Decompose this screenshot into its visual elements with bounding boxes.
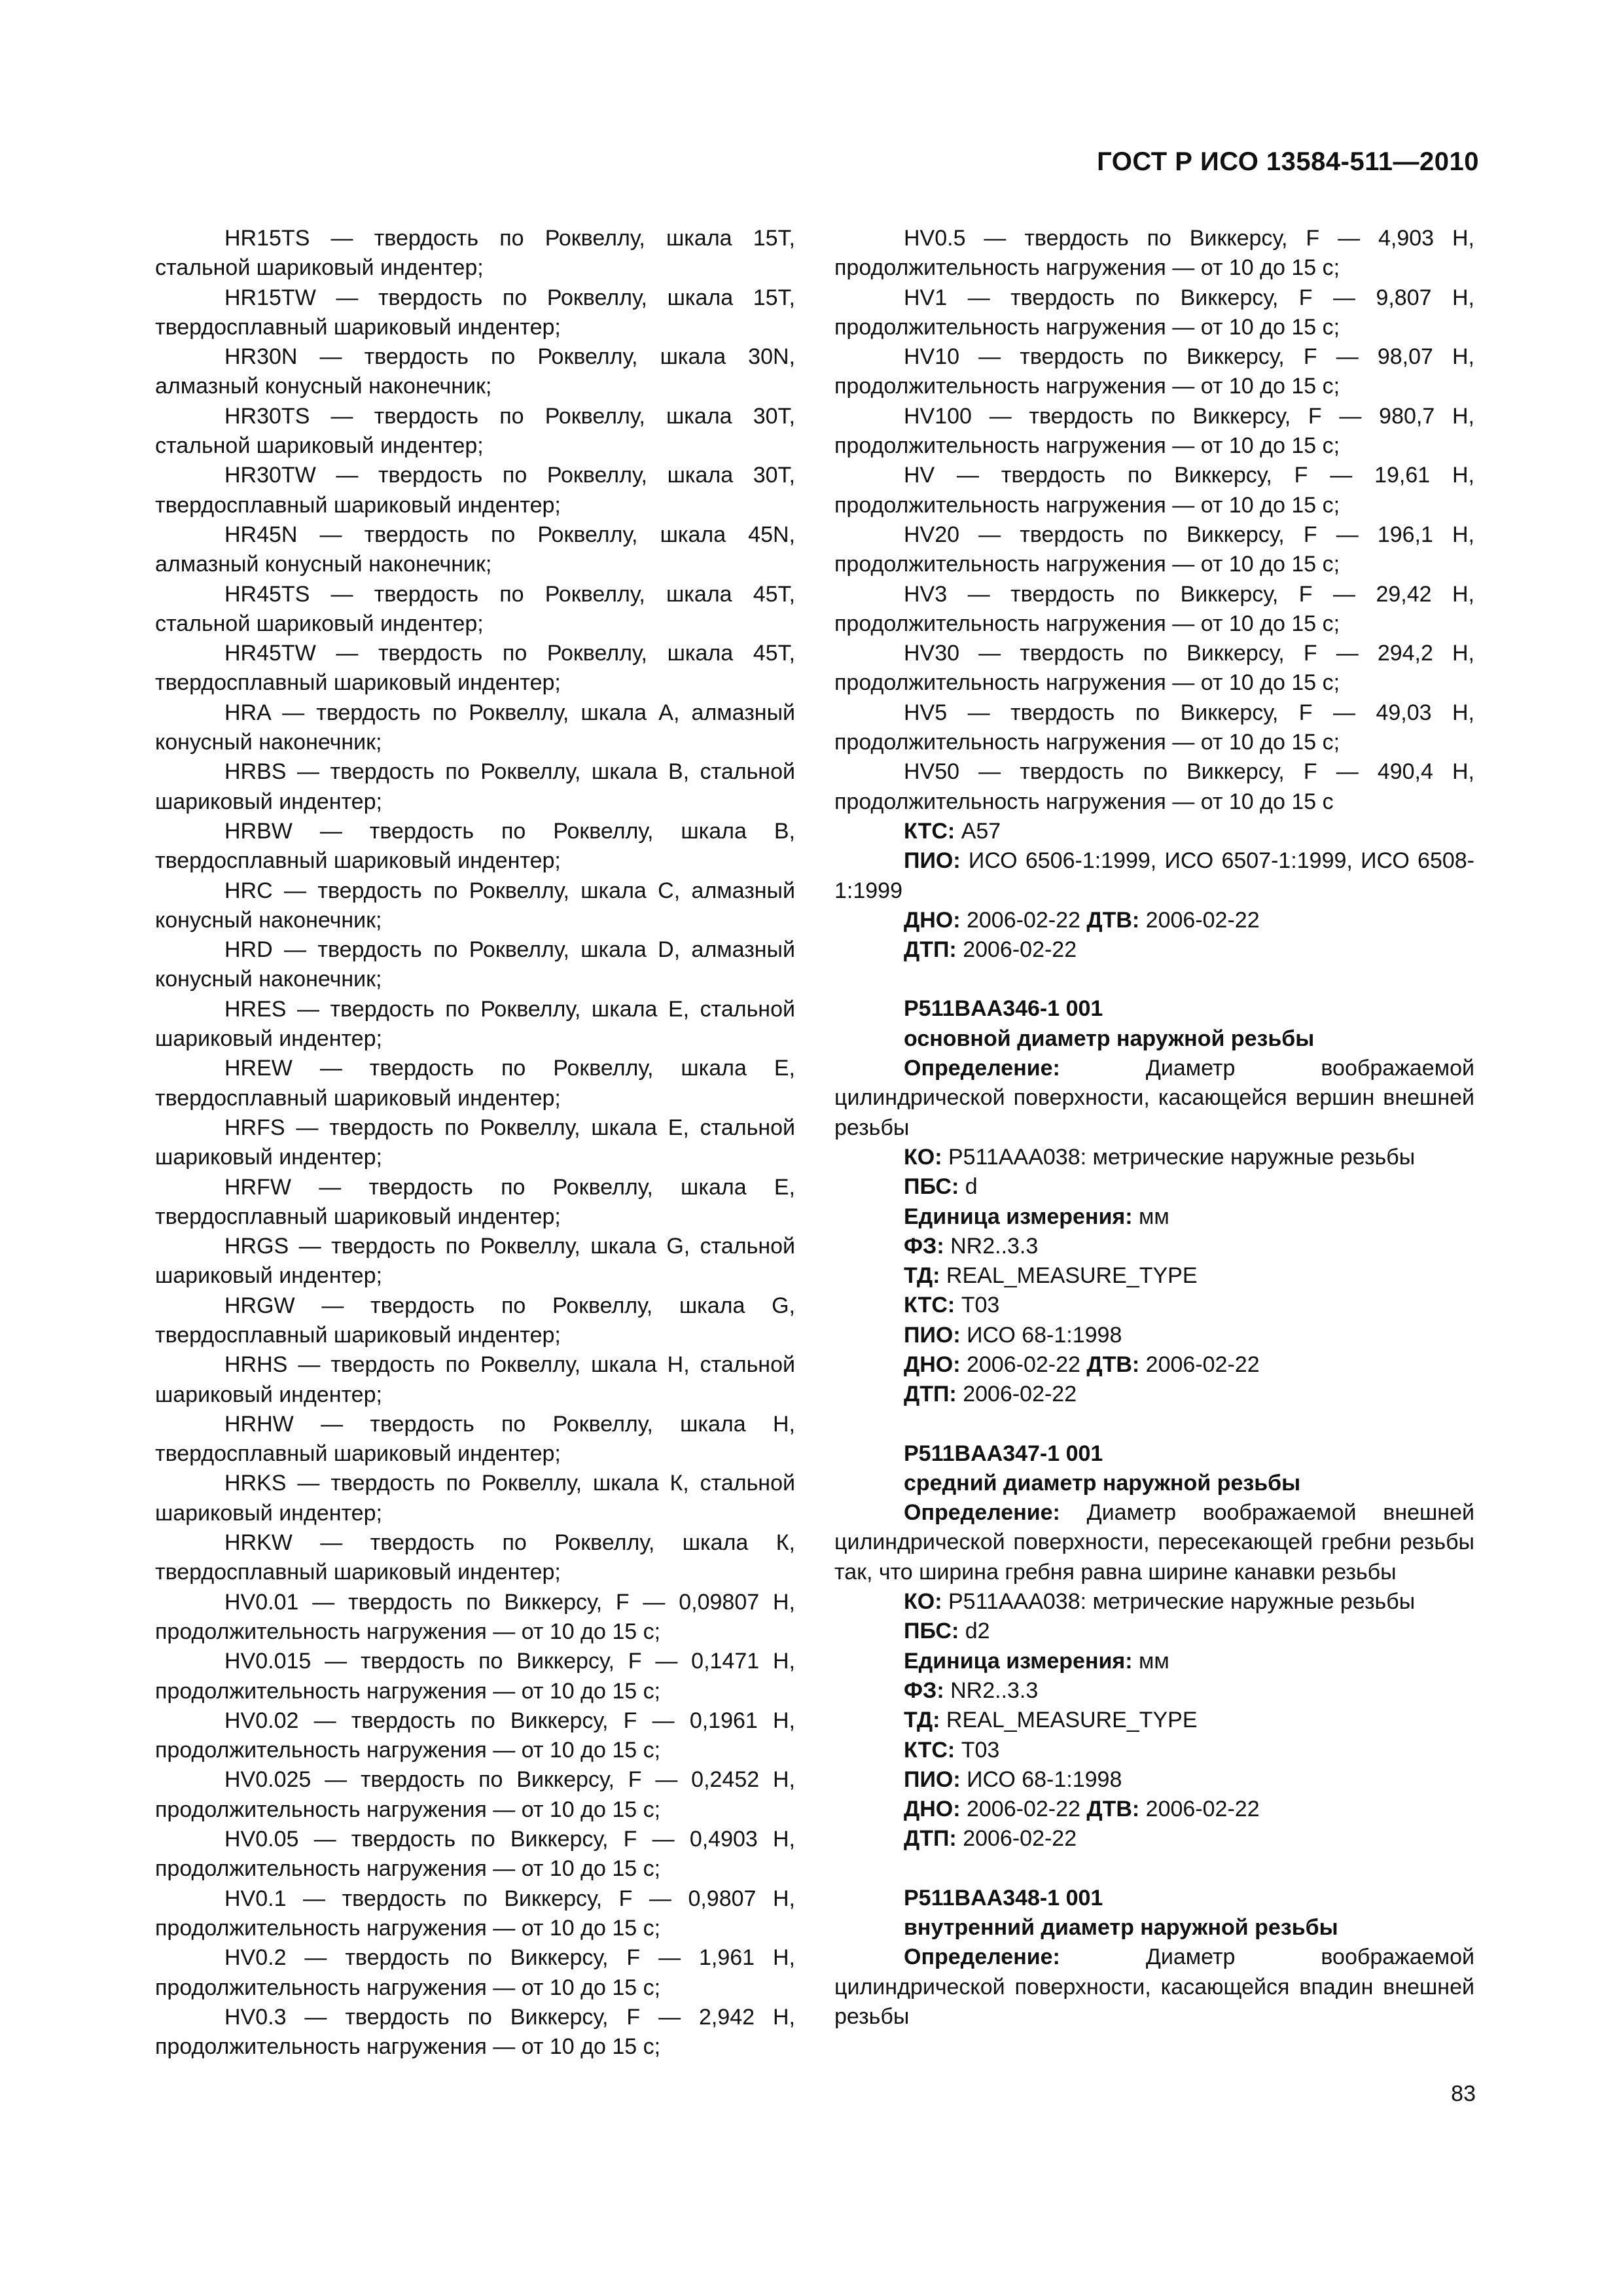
list-item: HV0.05 — твердость по Виккерсу, F — 0,4903 Н, продолжительность нагружения — от 10 до 15 с; (155, 1827, 795, 1882)
entry-code: P511BAA347-1 001 (904, 1441, 1103, 1466)
vickers-list (834, 224, 1474, 817)
entry-kts: КТС: Т03 (904, 1293, 1000, 1318)
list-item: HRA — твердость по Роквеллу, шкала А, алмазный конусный наконечник; (155, 700, 795, 755)
list-item: HV0.01 — твердость по Виккерсу, F — 0,09807 Н, продолжительность нагружения — от 10 до 15 с; (155, 1589, 795, 1644)
list-item: HRGS — твердость по Роквеллу, шкала G, стальной шариковый индентер; (155, 1234, 795, 1289)
list-item: HV20 — твердость по Виккерсу, F — 196,1 Н, продолжительность нагружения — от 10 до 15 с; (834, 522, 1474, 577)
list-item: HRHS — твердость по Роквеллу, шкала Н, стальной шариковый индентер; (155, 1352, 795, 1407)
entry-dtp: ДТП: 2006-02-22 (904, 1826, 1077, 1852)
list-item: HR45TS — твердость по Роквеллу, шкала 45Т, стальной шариковый индентер; (155, 581, 795, 636)
entry-pbs: ПБС: d (904, 1174, 978, 1200)
list-item: HR30TW — твердость по Роквеллу, шкала 30Т, твердосплавный шариковый индентер; (155, 463, 795, 518)
entry-title: основной диаметр наружной резьбы (904, 1026, 1315, 1051)
entry-td: ТД: REAL_MEASURE_TYPE (904, 1263, 1198, 1289)
list-item: HRKW — твердость по Роквеллу, шкала К, твердосплавный шариковый индентер; (155, 1530, 795, 1585)
list-item: HREW — твердость по Роквеллу, шкала Е, твердосплавный шариковый индентер; (155, 1056, 795, 1111)
meta-pio: ПИО: ИСО 6506-1:1999, ИСО 6507-1:1999, ИСО 6508-1:1999 (834, 848, 1474, 903)
page-header: ГОСТ Р ИСО 13584-511—2010 (1097, 147, 1479, 176)
list-item: HR15TS — твердость по Роквеллу, шкала 15Т, стальной шариковый индентер; (155, 226, 795, 281)
meta-dtp: ДТП: 2006-02-22 (904, 937, 1077, 963)
entry-pbs: ПБС: d2 (904, 1619, 990, 1644)
list-item: HV1 — твердость по Виккерсу, F — 9,807 Н, продолжительность нагружения — от 10 до 15 с; (834, 285, 1474, 340)
list-item: HV0.5 — твердость по Виккерсу, F — 4,903 Н, продолжительность нагружения — от 10 до 15 с; (834, 226, 1474, 281)
entry-definition: Определение: Диаметр воображаемой внешней цилиндрической поверхности, пересекающей гребни резьбы так, что ширина гребня равна ширине канавки резьбы (834, 1500, 1474, 1585)
list-item: HR30TS — твердость по Роквеллу, шкала 30Т, стальной шариковый индентер; (155, 403, 795, 459)
list-item: HV0.015 — твердость по Виккерсу, F — 0,1471 Н, продолжительность нагружения — от 10 до 15 с; (155, 1649, 795, 1704)
entry-pio: ПИО: ИСО 68-1:1998 (904, 1322, 1122, 1348)
entry-fz: ФЗ: NR2..3.3 (904, 1677, 1039, 1703)
list-item: HV0.02 — твердость по Виккерсу, F — 0,1961 Н, продолжительность нагружения — от 10 до 15 с; (155, 1708, 795, 1763)
list-item: HV10 — твердость по Виккерсу, F — 98,07 Н, продолжительность нагружения — от 10 до 15 с; (834, 344, 1474, 399)
list-item: HRGW — твердость по Роквеллу, шкала G, твердосплавный шариковый индентер; (155, 1293, 795, 1348)
list-item: HRES — твердость по Роквеллу, шкала Е, стальной шариковый индентер; (155, 996, 795, 1052)
list-item: HV30 — твердость по Виккерсу, F — 294,2 Н, продолжительность нагружения — от 10 до 15 с; (834, 641, 1474, 696)
entry-definition: Определение: Диаметр воображаемой цилиндрической поверхности, касающейся вершин внешней резьбы (834, 1056, 1474, 1140)
entry-dates: ДНО: 2006-02-22 ДТВ: 2006-02-22 (904, 1797, 1260, 1822)
entry-fz: ФЗ: NR2..3.3 (904, 1233, 1039, 1259)
entry-definition: Определение: Диаметр воображаемой цилиндрической поверхности, касающейся впадин внешней резьбы (834, 1945, 1474, 2029)
entry-dates: ДНО: 2006-02-22 ДТВ: 2006-02-22 (904, 1352, 1260, 1377)
entry-code: P511BAA348-1 001 (904, 1885, 1103, 1910)
list-item: HV — твердость по Виккерсу, F — 19,61 Н, продолжительность нагружения — от 10 до 15 с; (834, 463, 1474, 518)
entry-dtp: ДТП: 2006-02-22 (904, 1382, 1077, 1407)
meta-kts: КТС: А57 (904, 818, 1001, 844)
right-column (834, 224, 1474, 2032)
entry-pio: ПИО: ИСО 68-1:1998 (904, 1767, 1122, 1792)
list-item: HRFW — твердость по Роквеллу, шкала Е, твердосплавный шариковый индентер; (155, 1174, 795, 1229)
list-item: HRBW — твердость по Роквеллу, шкала В, твердосплавный шариковый индентер; (155, 818, 795, 874)
list-item: HV100 — твердость по Виккерсу, F — 980,7 Н, продолжительность нагружения — от 10 до 15 с; (834, 403, 1474, 459)
entry-title: внутренний диаметр наружной резьбы (904, 1915, 1338, 1941)
list-item: HRC — твердость по Роквеллу, шкала С, алмазный конусный наконечник; (155, 878, 795, 933)
entry-unit: Единица измерения: мм (904, 1648, 1169, 1674)
list-item: HV0.1 — твердость по Виккерсу, F — 0,9807 Н, продолжительность нагружения — от 10 до 15 с; (155, 1886, 795, 1941)
list-item: HV0.3 — твердость по Виккерсу, F — 2,942 Н, продолжительность нагружения — от 10 до 15 с; (155, 2004, 795, 2060)
list-item: HV5 — твердость по Виккерсу, F — 49,03 Н, продолжительность нагружения — от 10 до 15 с; (834, 700, 1474, 755)
list-item: HR15TW — твердость по Роквеллу, шкала 15Т, твердосплавный шариковый индентер; (155, 285, 795, 340)
list-item: HV50 — твердость по Виккерсу, F — 490,4 Н, продолжительность нагружения — от 10 до 15 с (834, 759, 1474, 814)
entry-unit: Единица измерения: мм (904, 1204, 1169, 1229)
meta-dates: ДНО: 2006-02-22 ДТВ: 2006-02-22 (904, 907, 1260, 933)
list-item: HR45TW — твердость по Роквеллу, шкала 45Т, твердосплавный шариковый индентер; (155, 641, 795, 696)
entry-td: ТД: REAL_MEASURE_TYPE (904, 1708, 1198, 1733)
list-item: HV3 — твердость по Виккерсу, F — 29,42 Н, продолжительность нагружения — от 10 до 15 с; (834, 581, 1474, 636)
page-number: 83 (1451, 2081, 1476, 2106)
entry-ko: КО: P511AAA038: метрические наружные резьбы (904, 1589, 1416, 1615)
list-item: HV0.2 — твердость по Виккерсу, F — 1,961 Н, продолжительность нагружения — от 10 до 15 с; (155, 1945, 795, 2000)
list-item: HV0.025 — твердость по Виккерсу, F — 0,2452 Н, продолжительность нагружения — от 10 до 15 с; (155, 1767, 795, 1822)
entry-title: средний диаметр наружной резьбы (904, 1470, 1301, 1496)
entry-code: P511BAA346-1 001 (904, 996, 1103, 1022)
left-column (155, 224, 795, 2062)
entry-ko: КО: P511AAA038: метрические наружные резьбы (904, 1144, 1416, 1170)
list-item: HR45N — твердость по Роквеллу, шкала 45N, алмазный конусный наконечник; (155, 522, 795, 577)
list-item: HRD — твердость по Роквеллу, шкала D, алмазный конусный наконечник; (155, 937, 795, 992)
list-item: HR30N — твердость по Роквеллу, шкала 30N, алмазный конусный наконечник; (155, 344, 795, 399)
list-item: HRKS — твердость по Роквеллу, шкала К, стальной шариковый индентер; (155, 1471, 795, 1526)
list-item: HRHW — твердость по Роквеллу, шкала Н, твердосплавный шариковый индентер; (155, 1411, 795, 1467)
list-item: HRFS — твердость по Роквеллу, шкала Е, стальной шариковый индентер; (155, 1115, 795, 1170)
list-item: HRBS — твердость по Роквеллу, шкала В, стальной шариковый индентер; (155, 759, 795, 814)
entry-kts: КТС: Т03 (904, 1737, 1000, 1763)
